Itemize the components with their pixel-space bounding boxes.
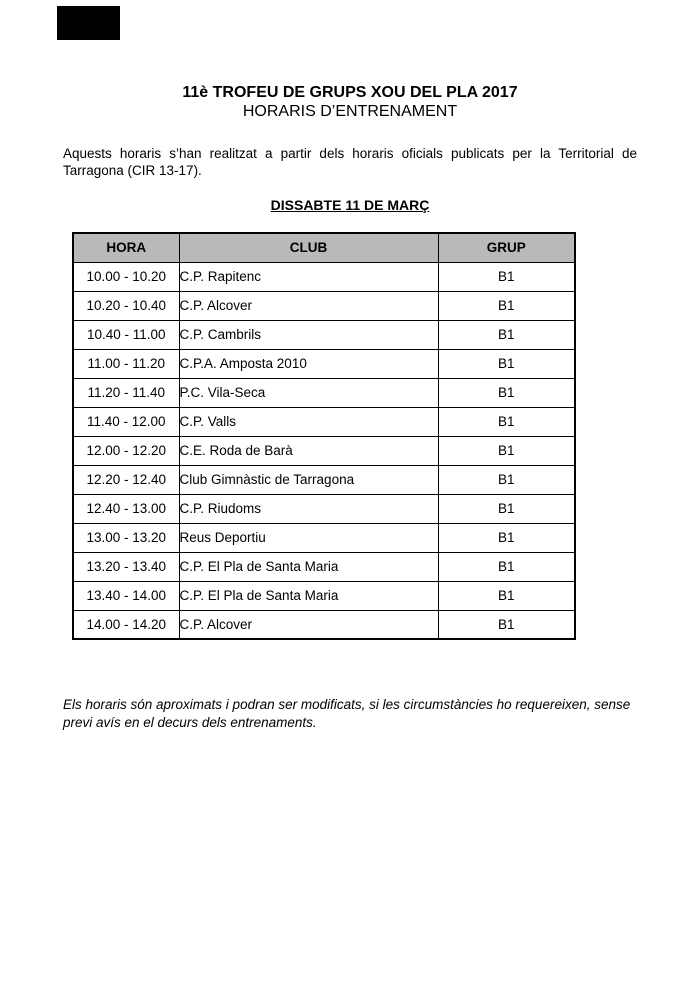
table-row <box>73 581 575 610</box>
hora-cell: 11.20 - 11.40 <box>73 378 179 407</box>
club-cell: C.P. El Pla de Santa Maria <box>179 581 438 610</box>
hora-cell: 11.00 - 11.20 <box>73 349 179 378</box>
hora-cell: 10.00 - 10.20 <box>73 262 179 291</box>
grup-cell: B1 <box>438 552 575 581</box>
table-row <box>73 407 575 436</box>
table-row <box>73 494 575 523</box>
club-cell: C.P. Cambrils <box>179 320 438 349</box>
hora-cell: 12.40 - 13.00 <box>73 494 179 523</box>
hora-cell: 10.20 - 10.40 <box>73 291 179 320</box>
grup-cell: B1 <box>438 523 575 552</box>
table-row <box>73 610 575 639</box>
grup-cell: B1 <box>438 436 575 465</box>
grup-cell: B1 <box>438 581 575 610</box>
table-row <box>73 349 575 378</box>
header-grup: GRUP <box>438 233 575 262</box>
grup-cell: B1 <box>438 349 575 378</box>
grup-cell: B1 <box>438 291 575 320</box>
table-row <box>73 465 575 494</box>
footnote: Els horaris són aproximats i podran ser modificats, si les circumstàncies ho requereixen, sense previ avís en el decurs dels entrenaments. <box>63 697 631 730</box>
hora-cell: 10.40 - 11.00 <box>73 320 179 349</box>
club-cell: P.C. Vila-Seca <box>179 378 438 407</box>
hora-cell: 14.00 - 14.20 <box>73 610 179 639</box>
table-row <box>73 320 575 349</box>
grup-cell: B1 <box>438 407 575 436</box>
club-cell: Club Gimnàstic de Tarragona <box>179 465 438 494</box>
table-row <box>73 291 575 320</box>
club-cell: C.P. Rapitenc <box>179 262 438 291</box>
logo-placeholder <box>57 6 120 40</box>
table-row <box>73 552 575 581</box>
club-cell: C.P.A. Amposta 2010 <box>179 349 438 378</box>
club-cell: C.P. Riudoms <box>179 494 438 523</box>
grup-cell: B1 <box>438 378 575 407</box>
hora-cell: 13.00 - 13.20 <box>73 523 179 552</box>
grup-cell: B1 <box>438 494 575 523</box>
hora-cell: 12.00 - 12.20 <box>73 436 179 465</box>
schedule-table <box>72 232 576 640</box>
table-header-row <box>73 233 575 262</box>
grup-cell: B1 <box>438 465 575 494</box>
page-subtitle: HORARIS D’ENTRENAMENT <box>242 103 458 120</box>
table-row <box>73 436 575 465</box>
table-row <box>73 378 575 407</box>
header-hora: HORA <box>73 233 179 262</box>
hora-cell: 12.20 - 12.40 <box>73 465 179 494</box>
header-club: CLUB <box>179 233 438 262</box>
grup-cell: B1 <box>438 610 575 639</box>
grup-cell: B1 <box>438 320 575 349</box>
club-cell: Reus Deportiu <box>179 523 438 552</box>
club-cell: C.E. Roda de Barà <box>179 436 438 465</box>
hora-cell: 13.20 - 13.40 <box>73 552 179 581</box>
table-row <box>73 262 575 291</box>
club-cell: C.P. Valls <box>179 407 438 436</box>
intro-paragraph: Aquests horaris s’han realitzat a partir dels horaris oficials publicats per la Territorial de Tarragona (CIR 13-17). <box>63 146 637 178</box>
club-cell: C.P. Alcover <box>179 610 438 639</box>
section-heading-dissabte: DISSABTE 11 DE MARÇ <box>270 197 430 213</box>
hora-cell: 13.40 - 14.00 <box>73 581 179 610</box>
table-row <box>73 523 575 552</box>
club-cell: C.P. Alcover <box>179 291 438 320</box>
club-cell: C.P. El Pla de Santa Maria <box>179 552 438 581</box>
page-title: 11è TROFEU DE GRUPS XOU DEL PLA 2017 <box>182 84 518 101</box>
hora-cell: 11.40 - 12.00 <box>73 407 179 436</box>
grup-cell: B1 <box>438 262 575 291</box>
